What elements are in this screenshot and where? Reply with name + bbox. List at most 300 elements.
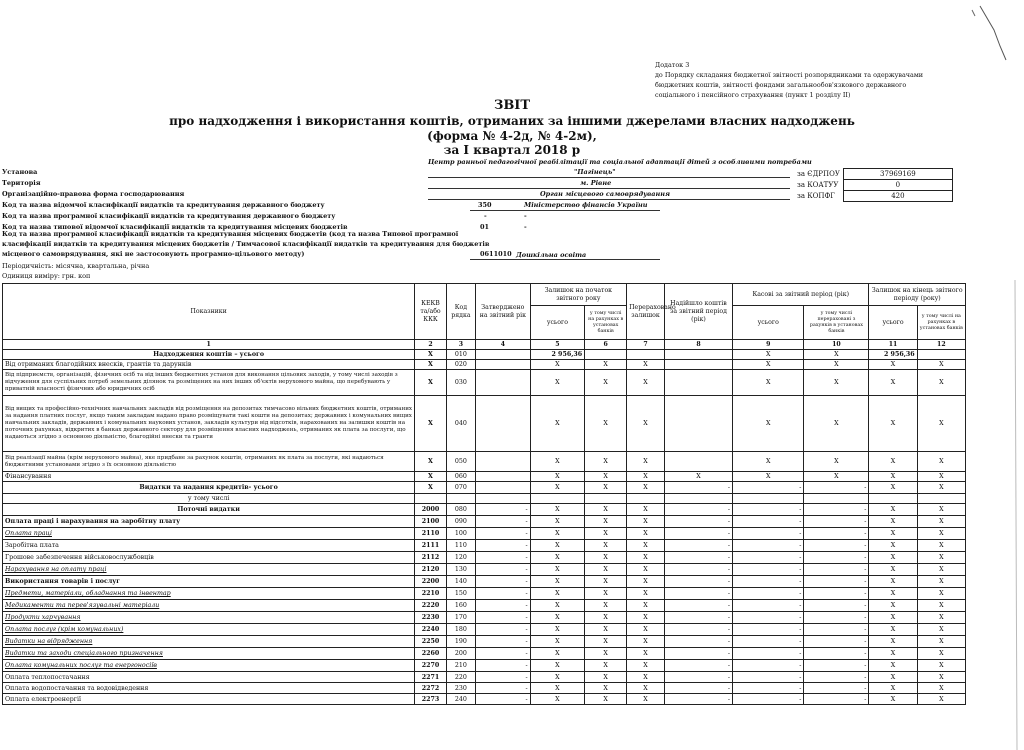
table-row: [3, 648, 966, 660]
annex-line: соціального і пенсійного страхування (пункт 1 розділу II): [655, 91, 851, 99]
cell-c9: -: [733, 516, 804, 528]
cell-c6: X: [585, 472, 627, 482]
cell-code: 060: [446, 472, 475, 482]
cell-code: 200: [446, 648, 475, 660]
cell-c6: X: [585, 516, 627, 528]
cell-c10: -: [804, 624, 869, 636]
cell-c7: X: [627, 396, 665, 452]
cell-code: 110: [446, 540, 475, 552]
territory-label: Територія: [2, 179, 41, 187]
row-label: Заробітна плата: [3, 540, 415, 552]
cell-c11: X: [869, 516, 917, 528]
cell-c11: X: [869, 636, 917, 648]
col-cash: Касові за звітний період (рік): [733, 284, 869, 306]
cell-code: 100: [446, 528, 475, 540]
cell-c8: [664, 396, 732, 452]
cell-c8: -: [664, 576, 732, 588]
cell-c10: -: [804, 683, 869, 694]
cell-c7: X: [627, 564, 665, 576]
cell-c12: X: [917, 482, 965, 494]
cell-c5: X: [530, 540, 585, 552]
cell-c8: -: [664, 660, 732, 672]
cell-c6: X: [585, 396, 627, 452]
cell-c5: X: [530, 648, 585, 660]
cell-c6: X: [585, 452, 627, 472]
cell-c4: -: [476, 504, 531, 516]
cell-code: 160: [446, 600, 475, 612]
cell-kekv: 2112: [415, 552, 446, 564]
cell-c10: -: [804, 600, 869, 612]
cell-kekv: X: [415, 482, 446, 494]
cell-c9: X: [733, 452, 804, 472]
cell-c8: [664, 370, 732, 396]
cell-c12: X: [917, 564, 965, 576]
cell-c5: X: [530, 504, 585, 516]
row-label: Від вищих та професійно-технічних навчальних закладів від розміщення на депозитах тимчасово вільних бюджетних коштів, отриманих за надання платних послуг, якщо таким закладам надано право розміщувати такі кошти на депозитах; державних і комунальних вищих навчальних закладів, державних і комунальних наукових установ, закладів культури від відсотків, нарахованих на залишки коштів на поточних рахунках, відкритих в банках державного сектору для розміщення власних надходжень, отриманих як плата за послуги, що надаються згідно з основною діяльністю, благодійні внески та гранти: [3, 396, 415, 452]
column-number: 10: [804, 340, 869, 350]
edrpou-label: за ЄДРПОУ: [797, 170, 840, 178]
cell-kekv: [415, 494, 446, 504]
cell-kekv: 2272: [415, 683, 446, 694]
cell-c8: [664, 494, 732, 504]
cell-c12: X: [917, 360, 965, 370]
cell-kekv: 2220: [415, 600, 446, 612]
cell-c12: X: [917, 472, 965, 482]
institution-label: Установа: [2, 168, 38, 176]
cell-kekv: 2250: [415, 636, 446, 648]
annex-note: [655, 60, 985, 100]
cell-c7: X: [627, 472, 665, 482]
cell-c9: -: [733, 540, 804, 552]
cell-c5: X: [530, 576, 585, 588]
cell-kekv: 2270: [415, 660, 446, 672]
cell-c4: [476, 482, 531, 494]
cell-c4: -: [476, 576, 531, 588]
table-row: [3, 516, 966, 528]
typical-label: Код та назва типової відомчої класифікації видатків та кредитування місцевих бюджетів: [2, 223, 348, 231]
cell-c4: -: [476, 660, 531, 672]
row-label: у тому числі: [3, 494, 415, 504]
cell-c9: X: [733, 472, 804, 482]
cell-c7: [627, 494, 665, 504]
cell-c6: X: [585, 504, 627, 516]
row-label: Видатки та заходи спеціального призначення: [3, 648, 415, 660]
col-indicators: Показники: [3, 284, 415, 340]
cell-c7: X: [627, 624, 665, 636]
cell-c6: X: [585, 540, 627, 552]
cell-c7: X: [627, 516, 665, 528]
cell-c5: X: [530, 660, 585, 672]
cell-c4: -: [476, 564, 531, 576]
cell-c4: -: [476, 694, 531, 705]
cell-c4: -: [476, 516, 531, 528]
cell-c11: X: [869, 360, 917, 370]
cell-c4: [476, 360, 531, 370]
cell-c11: X: [869, 528, 917, 540]
row-label: Від отриманих благодійних внесків, грантів та дарунків: [3, 360, 415, 370]
legal-form-value: Орган місцевого самоврядування: [540, 190, 671, 198]
cell-code: 130: [446, 564, 475, 576]
col-received: Надійшло коштів за звітний період (рік): [664, 284, 732, 340]
cell-c11: X: [869, 694, 917, 705]
cell-c5: X: [530, 672, 585, 683]
cell-c8: -: [664, 612, 732, 624]
cell-c12: [917, 494, 965, 504]
cell-code: 140: [446, 576, 475, 588]
cell-c7: X: [627, 694, 665, 705]
row-label: Нарахування на оплату праці: [3, 564, 415, 576]
legal-form-label: Організаційно-правова форма господарювання: [2, 190, 185, 198]
cell-c11: X: [869, 612, 917, 624]
cell-c11: X: [869, 576, 917, 588]
cell-c11: X: [869, 648, 917, 660]
column-numbers-row: [3, 340, 966, 350]
cell-c4: -: [476, 612, 531, 624]
cell-c8: [664, 360, 732, 370]
cell-c7: X: [627, 612, 665, 624]
cell-c11: X: [869, 660, 917, 672]
cell-c10: X: [804, 370, 869, 396]
cell-c5: X: [530, 694, 585, 705]
table-row: [3, 540, 966, 552]
cell-c6: X: [585, 360, 627, 370]
table-row: [3, 472, 966, 482]
koatuu-value: 0: [843, 180, 952, 191]
row-label: Видатки та надання кредитів- усього: [3, 482, 415, 494]
cell-c7: [627, 350, 665, 360]
row-label: Оплата праці і нарахування на заробітну плату: [3, 516, 415, 528]
cell-c10: -: [804, 672, 869, 683]
cell-c10: [804, 494, 869, 504]
cell-c10: X: [804, 350, 869, 360]
cell-c10: -: [804, 588, 869, 600]
cell-c12: X: [917, 588, 965, 600]
table-row: [3, 612, 966, 624]
cell-c8: -: [664, 672, 732, 683]
cell-c8: X: [664, 472, 732, 482]
cell-c7: X: [627, 672, 665, 683]
cell-c6: X: [585, 648, 627, 660]
cell-c10: -: [804, 636, 869, 648]
table-row: [3, 683, 966, 694]
cell-c11: X: [869, 482, 917, 494]
cell-code: 150: [446, 588, 475, 600]
column-number: 6: [585, 340, 627, 350]
cell-kekv: 2260: [415, 648, 446, 660]
cell-c8: [664, 452, 732, 472]
cell-c11: X: [869, 504, 917, 516]
row-label: Оплата електроенергії: [3, 694, 415, 705]
cell-kekv: 2230: [415, 612, 446, 624]
row-label: Оплата теплопостачання: [3, 672, 415, 683]
cell-c7: X: [627, 600, 665, 612]
cell-c9: X: [733, 360, 804, 370]
cell-code: 170: [446, 612, 475, 624]
cell-c7: X: [627, 648, 665, 660]
cell-c12: X: [917, 396, 965, 452]
table-row: [3, 660, 966, 672]
report-form: (форма № 4-2д, № 4-2м),: [427, 129, 597, 143]
cell-c6: X: [585, 694, 627, 705]
row-label: Продукти харчування: [3, 612, 415, 624]
column-number: 12: [917, 340, 965, 350]
underline: [470, 210, 660, 211]
cell-c7: X: [627, 552, 665, 564]
cell-c8: -: [664, 600, 732, 612]
kopfg-label: за КОПФГ: [797, 192, 835, 200]
cell-c5: X: [530, 472, 585, 482]
row-label: Медикаменти та перев'язувальні матеріали: [3, 600, 415, 612]
cell-c12: X: [917, 612, 965, 624]
report-title: ЗВІТ: [493, 98, 531, 113]
cell-c7: X: [627, 683, 665, 694]
cell-code: 190: [446, 636, 475, 648]
column-number: 4: [476, 340, 531, 350]
cell-code: 240: [446, 694, 475, 705]
cell-c12: X: [917, 540, 965, 552]
cell-c8: -: [664, 482, 732, 494]
col-start-incl: у тому числі на рахунках в установах банків: [585, 306, 627, 340]
row-label: Оплата комунальних послуг та енергоносіїв: [3, 660, 415, 672]
cell-c7: X: [627, 588, 665, 600]
cell-c12: X: [917, 452, 965, 472]
local-label-2: класифікації видатків та кредитування місцевих бюджетів / Тимчасової класифікації видатків та кредитування для бюджетів: [2, 240, 490, 248]
cell-c6: X: [585, 552, 627, 564]
annex-line: Додаток 3: [655, 61, 690, 69]
cell-code: 120: [446, 552, 475, 564]
cell-c6: X: [585, 683, 627, 694]
cell-kekv: 2120: [415, 564, 446, 576]
cell-c9: -: [733, 504, 804, 516]
cell-c8: -: [664, 683, 732, 694]
cell-c12: X: [917, 636, 965, 648]
cell-kekv: 2110: [415, 528, 446, 540]
cell-c11: X: [869, 588, 917, 600]
cell-c5: 2 956,36: [530, 350, 585, 360]
table-row: [3, 370, 966, 396]
col-end-incl: у тому числі на рахунках в установах банків: [917, 306, 965, 340]
local-label-1: Код та назва програмної класифікації видатків та кредитування місцевих бюджетів (код та назва Типової програмної: [2, 230, 459, 238]
underline: [428, 188, 790, 189]
cell-c11: X: [869, 396, 917, 452]
row-label: Оплата водопостачання та водовідведення: [3, 683, 415, 694]
cell-code: 180: [446, 624, 475, 636]
cell-code: 070: [446, 482, 475, 494]
cell-c6: X: [585, 636, 627, 648]
cell-c8: -: [664, 624, 732, 636]
cell-c5: X: [530, 528, 585, 540]
program-value: -: [524, 212, 527, 220]
column-number: 5: [530, 340, 585, 350]
cell-c4: [476, 396, 531, 452]
row-label: Від реалізації майна (крім нерухомого майна), яке придбане за рахунок коштів, отриманих як плата за послуги, які надаються бюджетними установами згідно з їх основною діяльністю: [3, 452, 415, 472]
cell-kekv: 2000: [415, 504, 446, 516]
table-row: [3, 360, 966, 370]
cell-c8: [664, 350, 732, 360]
cell-code: 230: [446, 683, 475, 694]
cell-c5: X: [530, 370, 585, 396]
cell-c10: -: [804, 564, 869, 576]
territory-value: м. Рівне: [580, 179, 612, 187]
cell-code: [446, 494, 475, 504]
cell-c4: -: [476, 588, 531, 600]
report-table-body: [3, 350, 966, 705]
cell-c5: X: [530, 600, 585, 612]
cell-c9: -: [733, 528, 804, 540]
institution-quote: "Пагінець": [574, 168, 616, 176]
cell-c6: [585, 350, 627, 360]
table-row: [3, 482, 966, 494]
koatuu-label: за КОАТУУ: [797, 181, 839, 189]
table-row: [3, 504, 966, 516]
cell-c6: X: [585, 564, 627, 576]
program-label: Код та назва програмної класифікації видатків та кредитування державного бюджету: [2, 212, 336, 220]
kopfg-value: 420: [843, 191, 952, 202]
cell-c10: -: [804, 694, 869, 705]
cell-c10: -: [804, 516, 869, 528]
row-label: Поточні видатки: [3, 504, 415, 516]
cell-c7: X: [627, 482, 665, 494]
table-row: [3, 528, 966, 540]
cell-c4: -: [476, 540, 531, 552]
column-number: 3: [446, 340, 475, 350]
cell-c11: X: [869, 452, 917, 472]
cell-c9: -: [733, 648, 804, 660]
col-approved: Затверджено на звітний рік: [476, 284, 531, 340]
row-label: Видатки на відрядження: [3, 636, 415, 648]
cell-c12: [917, 350, 965, 360]
cell-c4: [476, 494, 531, 504]
cell-c5: X: [530, 683, 585, 694]
cell-c4: [476, 350, 531, 360]
cell-c5: X: [530, 624, 585, 636]
cell-c11: X: [869, 564, 917, 576]
cell-c7: X: [627, 540, 665, 552]
cell-c11: X: [869, 472, 917, 482]
table-row: [3, 624, 966, 636]
cell-c11: X: [869, 683, 917, 694]
cell-c12: X: [917, 576, 965, 588]
cell-c10: -: [804, 660, 869, 672]
cell-kekv: X: [415, 370, 446, 396]
annex-line: до Порядку складання бюджетної звітності розпорядниками та одержувачами: [655, 71, 924, 79]
cell-c7: X: [627, 452, 665, 472]
cell-c11: 2 956,36: [869, 350, 917, 360]
cell-c9: -: [733, 588, 804, 600]
column-number: 2: [415, 340, 446, 350]
cell-c9: -: [733, 694, 804, 705]
cell-c6: X: [585, 528, 627, 540]
cell-c5: [530, 494, 585, 504]
cell-c6: X: [585, 482, 627, 494]
row-label: Використання товарів і послуг: [3, 576, 415, 588]
cell-kekv: X: [415, 360, 446, 370]
col-transferred: Перераховано залишок: [627, 284, 665, 340]
col-end-total: усього: [869, 306, 917, 340]
cell-c10: X: [804, 360, 869, 370]
cell-c8: -: [664, 540, 732, 552]
column-number: 9: [733, 340, 804, 350]
cell-code: 010: [446, 350, 475, 360]
col-cash-incl: у тому числі перераховані з рахунків в установах банків: [804, 306, 869, 340]
column-number: 7: [627, 340, 665, 350]
table-row: [3, 494, 966, 504]
cell-kekv: X: [415, 350, 446, 360]
cell-c5: X: [530, 612, 585, 624]
cell-c9: X: [733, 370, 804, 396]
cell-c4: -: [476, 683, 531, 694]
column-number: 8: [664, 340, 732, 350]
typical-code: 01: [480, 223, 490, 231]
cell-c6: [585, 494, 627, 504]
underline: [470, 259, 660, 260]
col-kekv: КЕКВ та/або ККК: [415, 284, 446, 340]
cell-c4: -: [476, 600, 531, 612]
cell-c12: X: [917, 672, 965, 683]
cell-c6: X: [585, 660, 627, 672]
table-row: [3, 600, 966, 612]
cell-c6: X: [585, 672, 627, 683]
col-balance-start: Залишок на початок звітного року: [530, 284, 627, 306]
cell-c11: X: [869, 624, 917, 636]
cell-kekv: X: [415, 472, 446, 482]
cell-code: 030: [446, 370, 475, 396]
col-row-code: Код рядка: [446, 284, 475, 340]
cell-c12: X: [917, 694, 965, 705]
cell-c6: X: [585, 624, 627, 636]
dept-label: Код та назва відомчої класифікації видатків та кредитування державного бюджету: [2, 201, 325, 209]
cell-c11: X: [869, 600, 917, 612]
cell-c9: X: [733, 350, 804, 360]
codes-table: [794, 168, 953, 202]
row-label: Предмети, матеріали, обладнання та інвентар: [3, 588, 415, 600]
cell-c9: -: [733, 552, 804, 564]
table-row: [3, 636, 966, 648]
cell-kekv: X: [415, 396, 446, 452]
periodicity: Періодичність: місячна, квартальна, річна: [2, 262, 150, 270]
cell-kekv: 2111: [415, 540, 446, 552]
cell-kekv: 2240: [415, 624, 446, 636]
col-start-total: усього: [530, 306, 585, 340]
cell-c5: X: [530, 564, 585, 576]
cell-code: 210: [446, 660, 475, 672]
cell-c4: -: [476, 624, 531, 636]
cell-c11: X: [869, 672, 917, 683]
cell-c10: -: [804, 504, 869, 516]
cell-code: 080: [446, 504, 475, 516]
cell-c9: -: [733, 482, 804, 494]
cell-c10: -: [804, 552, 869, 564]
table-row: [3, 576, 966, 588]
cell-c9: -: [733, 624, 804, 636]
cell-c4: [476, 370, 531, 396]
row-label: Надходження коштів – усього: [3, 350, 415, 360]
cell-c5: X: [530, 588, 585, 600]
cell-c7: X: [627, 370, 665, 396]
report-subtitle: про надходження і використання коштів, отриманих за іншими джерелами власних надходжень: [169, 114, 855, 128]
cell-c8: -: [664, 552, 732, 564]
cell-kekv: X: [415, 452, 446, 472]
column-number: 11: [869, 340, 917, 350]
cell-c5: X: [530, 452, 585, 472]
local-value: Дошкільна освіта: [516, 251, 587, 259]
row-label: Від підприємств, організацій, фізичних осіб та від інших бюджетних установ для виконання цільових заходів, у тому числі заходів з відчуження для суспільних потреб земельних ділянок та розміщених на них інших об'єктів нерухомого майна, що перебувають у приватній власності фізичних або юридичних осіб: [3, 370, 415, 396]
cell-c9: -: [733, 612, 804, 624]
cell-c12: X: [917, 600, 965, 612]
cell-c4: [476, 452, 531, 472]
cell-c5: X: [530, 360, 585, 370]
cell-c7: X: [627, 576, 665, 588]
